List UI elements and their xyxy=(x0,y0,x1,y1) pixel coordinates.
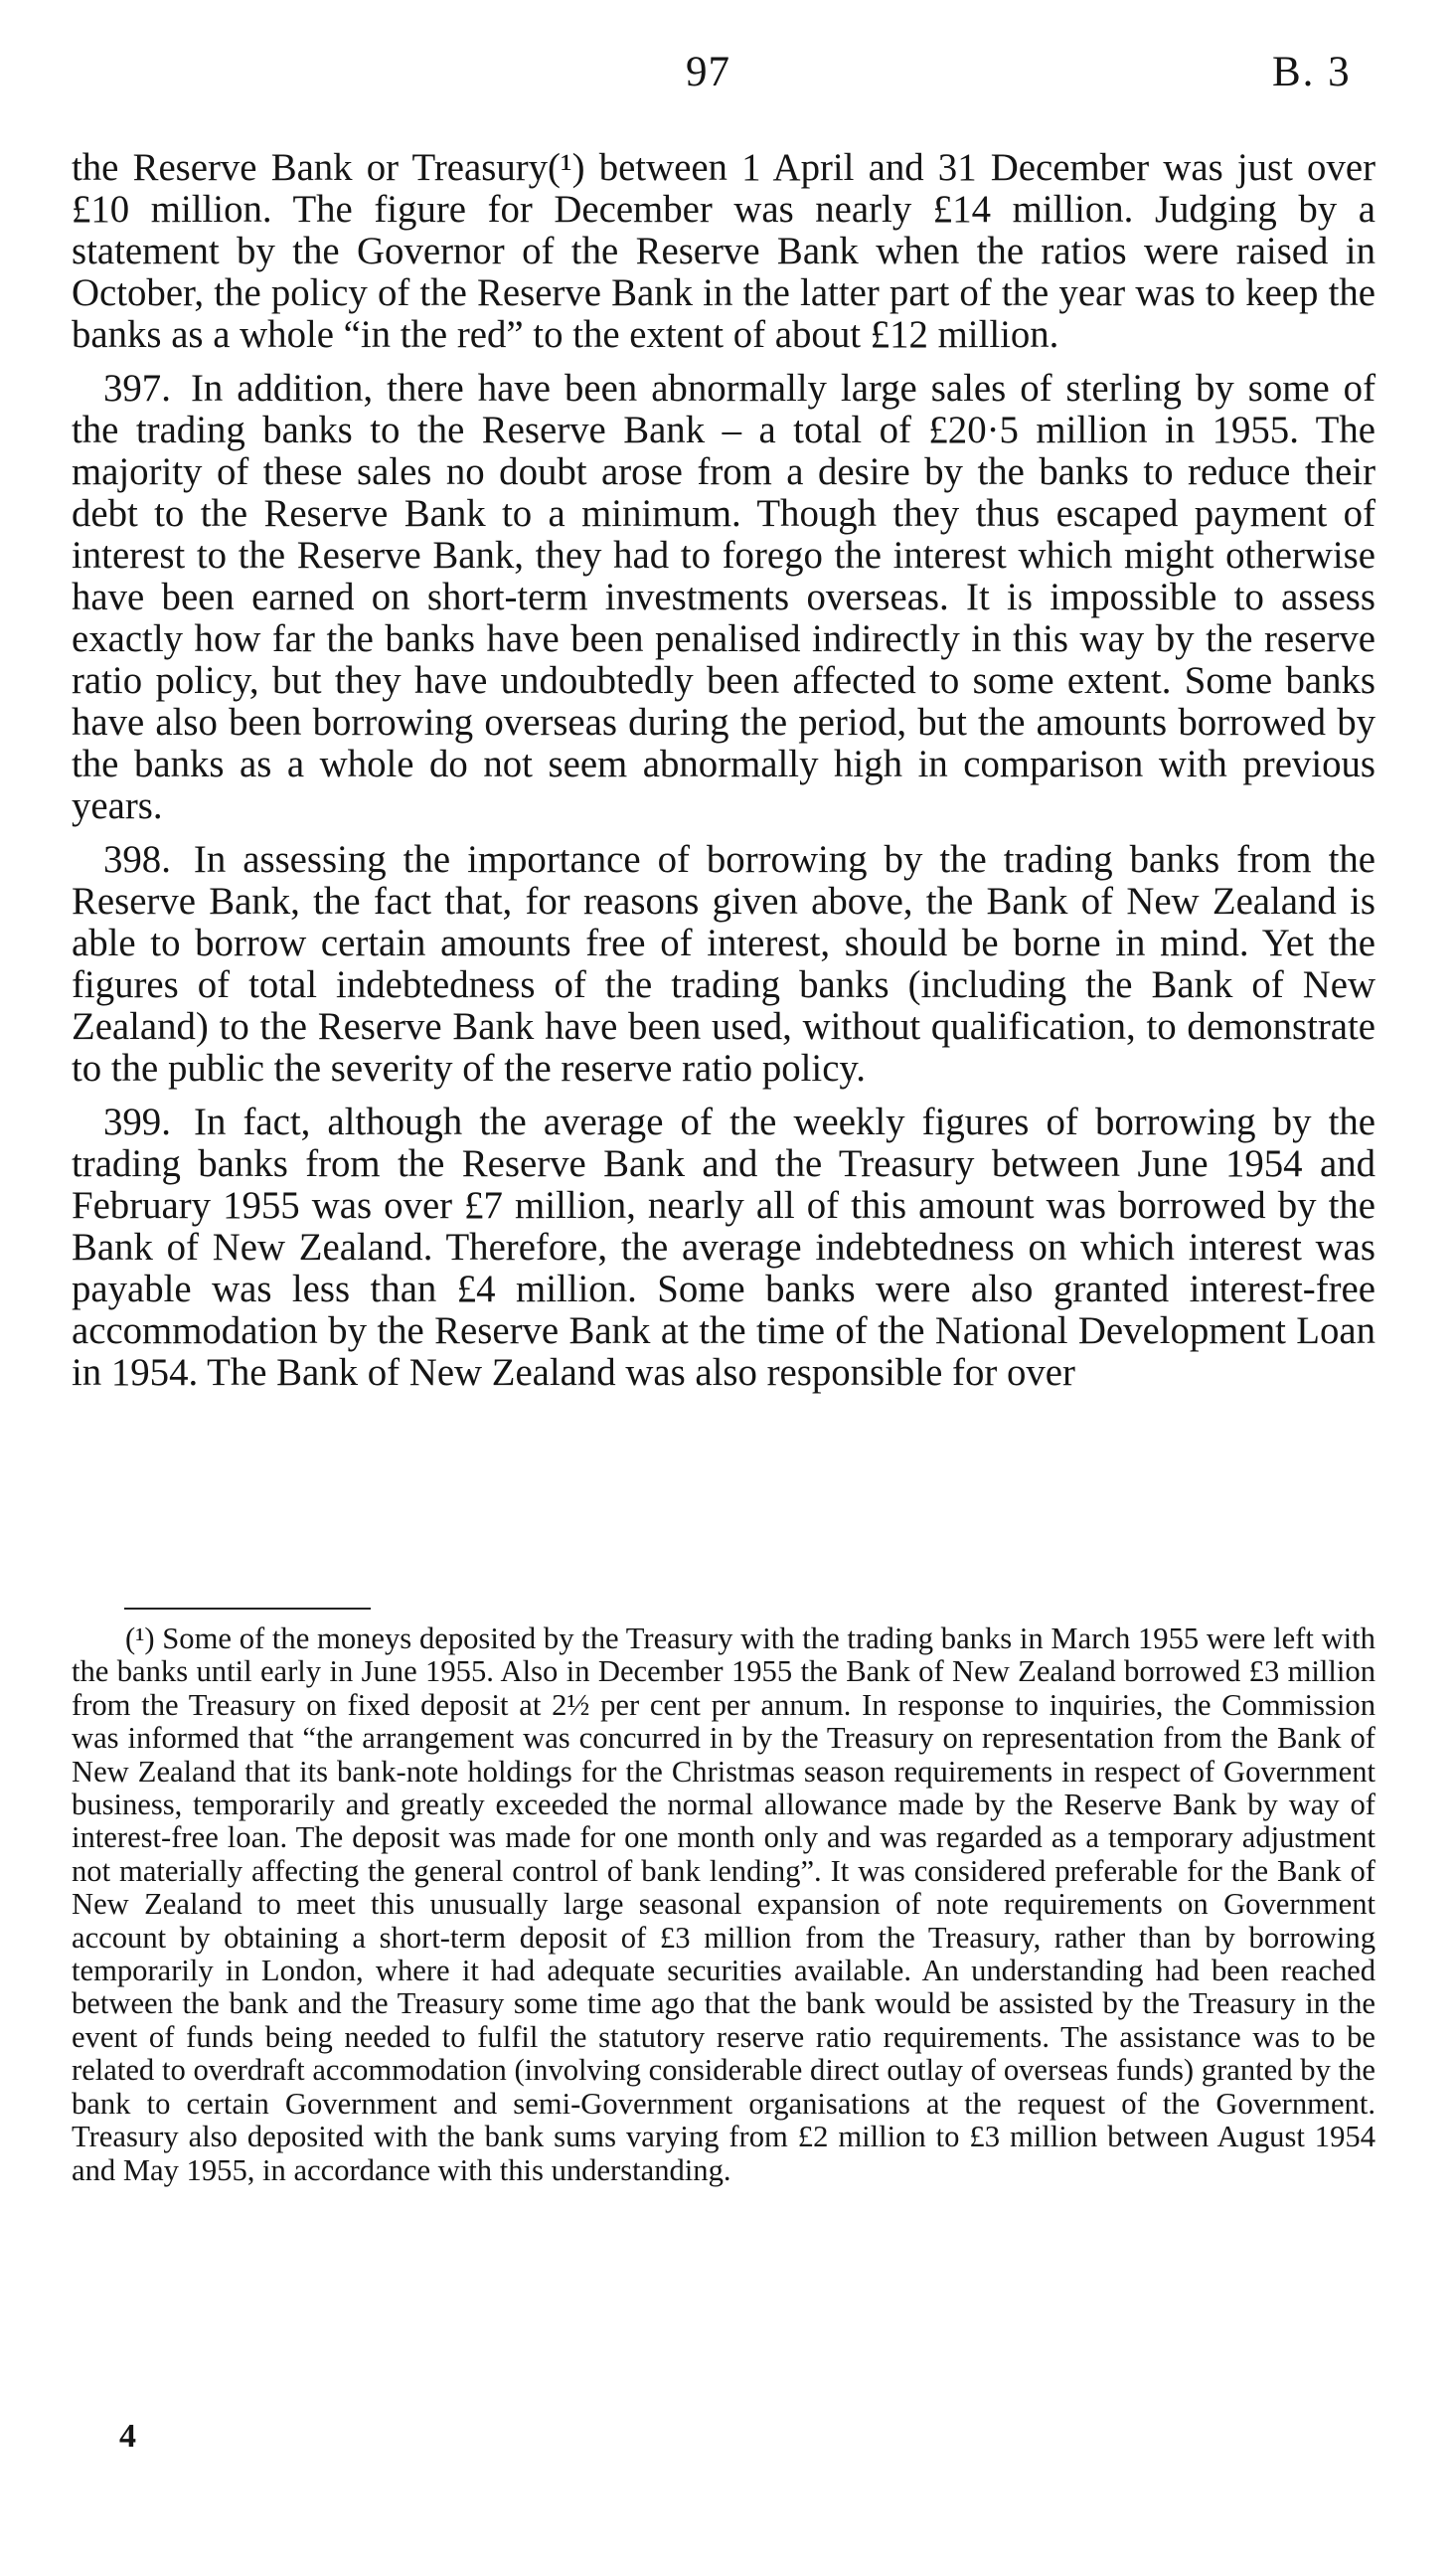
paragraph-398 xyxy=(72,839,1375,1090)
document-reference: B. 3 xyxy=(1272,49,1352,95)
paragraph-text: the Reserve Bank or Treasury(¹) between 1 April and 31 December was just over £10 million. The figure for December was nearly £14 million. Judging by a statement by the Governor of the Reserve Bank when the ratios were raised in October, the policy of the Reserve Bank in the latter part of the year was to keep the banks as a whole “in the red” to the extent of about £12 million. xyxy=(72,146,1375,356)
page-number: 97 xyxy=(686,49,730,95)
paragraph-number: 397. xyxy=(103,367,171,410)
paragraph-number: 398. xyxy=(103,838,171,881)
footnote xyxy=(72,1622,1375,2187)
signature-mark: 4 xyxy=(119,2418,136,2455)
paragraph-397 xyxy=(72,368,1375,827)
footnote-text: Some of the moneys deposited by the Treasury with the trading banks in March 1955 were left with the banks until early in June 1955. Also in December 1955 the Bank of New Zealand borrowed £3 million from the Treasury on fixed deposit at 2½ per cent per annum. In response to inquiries, the Commission was informed that “the arrangement was concurred in by the Treasury on representation from the Bank of New Zealand that its bank-note holdings for the Christmas season requirements in respect of Government business, temporarily and greatly exceeded the normal allowance made by the Reserve Bank by way of interest-free loan. The deposit was made for one month only and was regarded as a temporary adjustment not materially affecting the general control of bank lending”. It was considered preferable for the Bank of New Zealand to meet this unusually large seasonal expansion of note requirements on Government account by obtaining a short-term deposit of £3 million from the Treasury, rather than by borrowing temporarily in London, where it had adequate securities available. An understanding had been reached between the bank and the Treasury some time ago that the bank would be assisted by the Treasury in the event of funds being needed to fulfil the statutory reserve ratio requirements. The assistance was to be related to overdraft accommodation (involving considerable direct outlay of overseas funds) granted by the bank to certain Government and semi-Government organisations at the request of the Government. Treasury also deposited with the bank sums varying from £2 million to £3 million between August 1954 and May 1955, in accordance with this understanding. xyxy=(72,1621,1375,2187)
paragraph-text: In assessing the importance of borrowing by the trading banks from the Reserve Bank, the fact that, for reasons given above, the Bank of New Zealand is able to borrow certain amounts free of interest, should be borne in mind. Yet the figures of total indebtedness of the trading banks (including the Bank of New Zealand) to the Reserve Bank have been used, without qualification, to demonstrate to the public the severity of the reserve ratio policy. xyxy=(72,838,1376,1090)
paragraph-399 xyxy=(72,1102,1375,1394)
paragraph-number: 399. xyxy=(103,1101,171,1143)
footnote-marker: (¹) xyxy=(125,1621,155,1655)
footnote-divider xyxy=(124,1608,371,1610)
paragraph-text: In addition, there have been abnormally large sales of sterling by some of the trading banks to the Reserve Bank – a total of £20·5 million in 1955. The majority of these sales no doubt arose from a desire by the banks to reduce their debt to the Reserve Bank to a minimum. Though they thus escaped payment of interest to the Reserve Bank, they had to forego the interest which might otherwise have been earned on short-term investments overseas. It is impossible to assess exactly how far the banks have been penalised indirectly in this way by the reserve ratio policy, but they have undoubtedly been affected to some extent. Some banks have also been borrowing overseas during the period, but the amounts borrowed by the banks as a whole do not seem abnormally high in comparison with previous years. xyxy=(72,367,1375,827)
paragraph-continued xyxy=(72,147,1375,356)
body-text xyxy=(72,147,1375,1406)
paragraph-text: In fact, although the average of the weekly figures of borrowing by the trading banks from the Reserve Bank and the Treasury between June 1954 and February 1955 was over £7 million, nearly all of this amount was borrowed by the Bank of New Zealand. Therefore, the average indebtedness on which interest was payable was less than £4 million. Some banks were also granted interest-free accommodation by the Reserve Bank at the time of the National Development Loan in 1954. The Bank of New Zealand was also responsible for over xyxy=(72,1101,1375,1394)
